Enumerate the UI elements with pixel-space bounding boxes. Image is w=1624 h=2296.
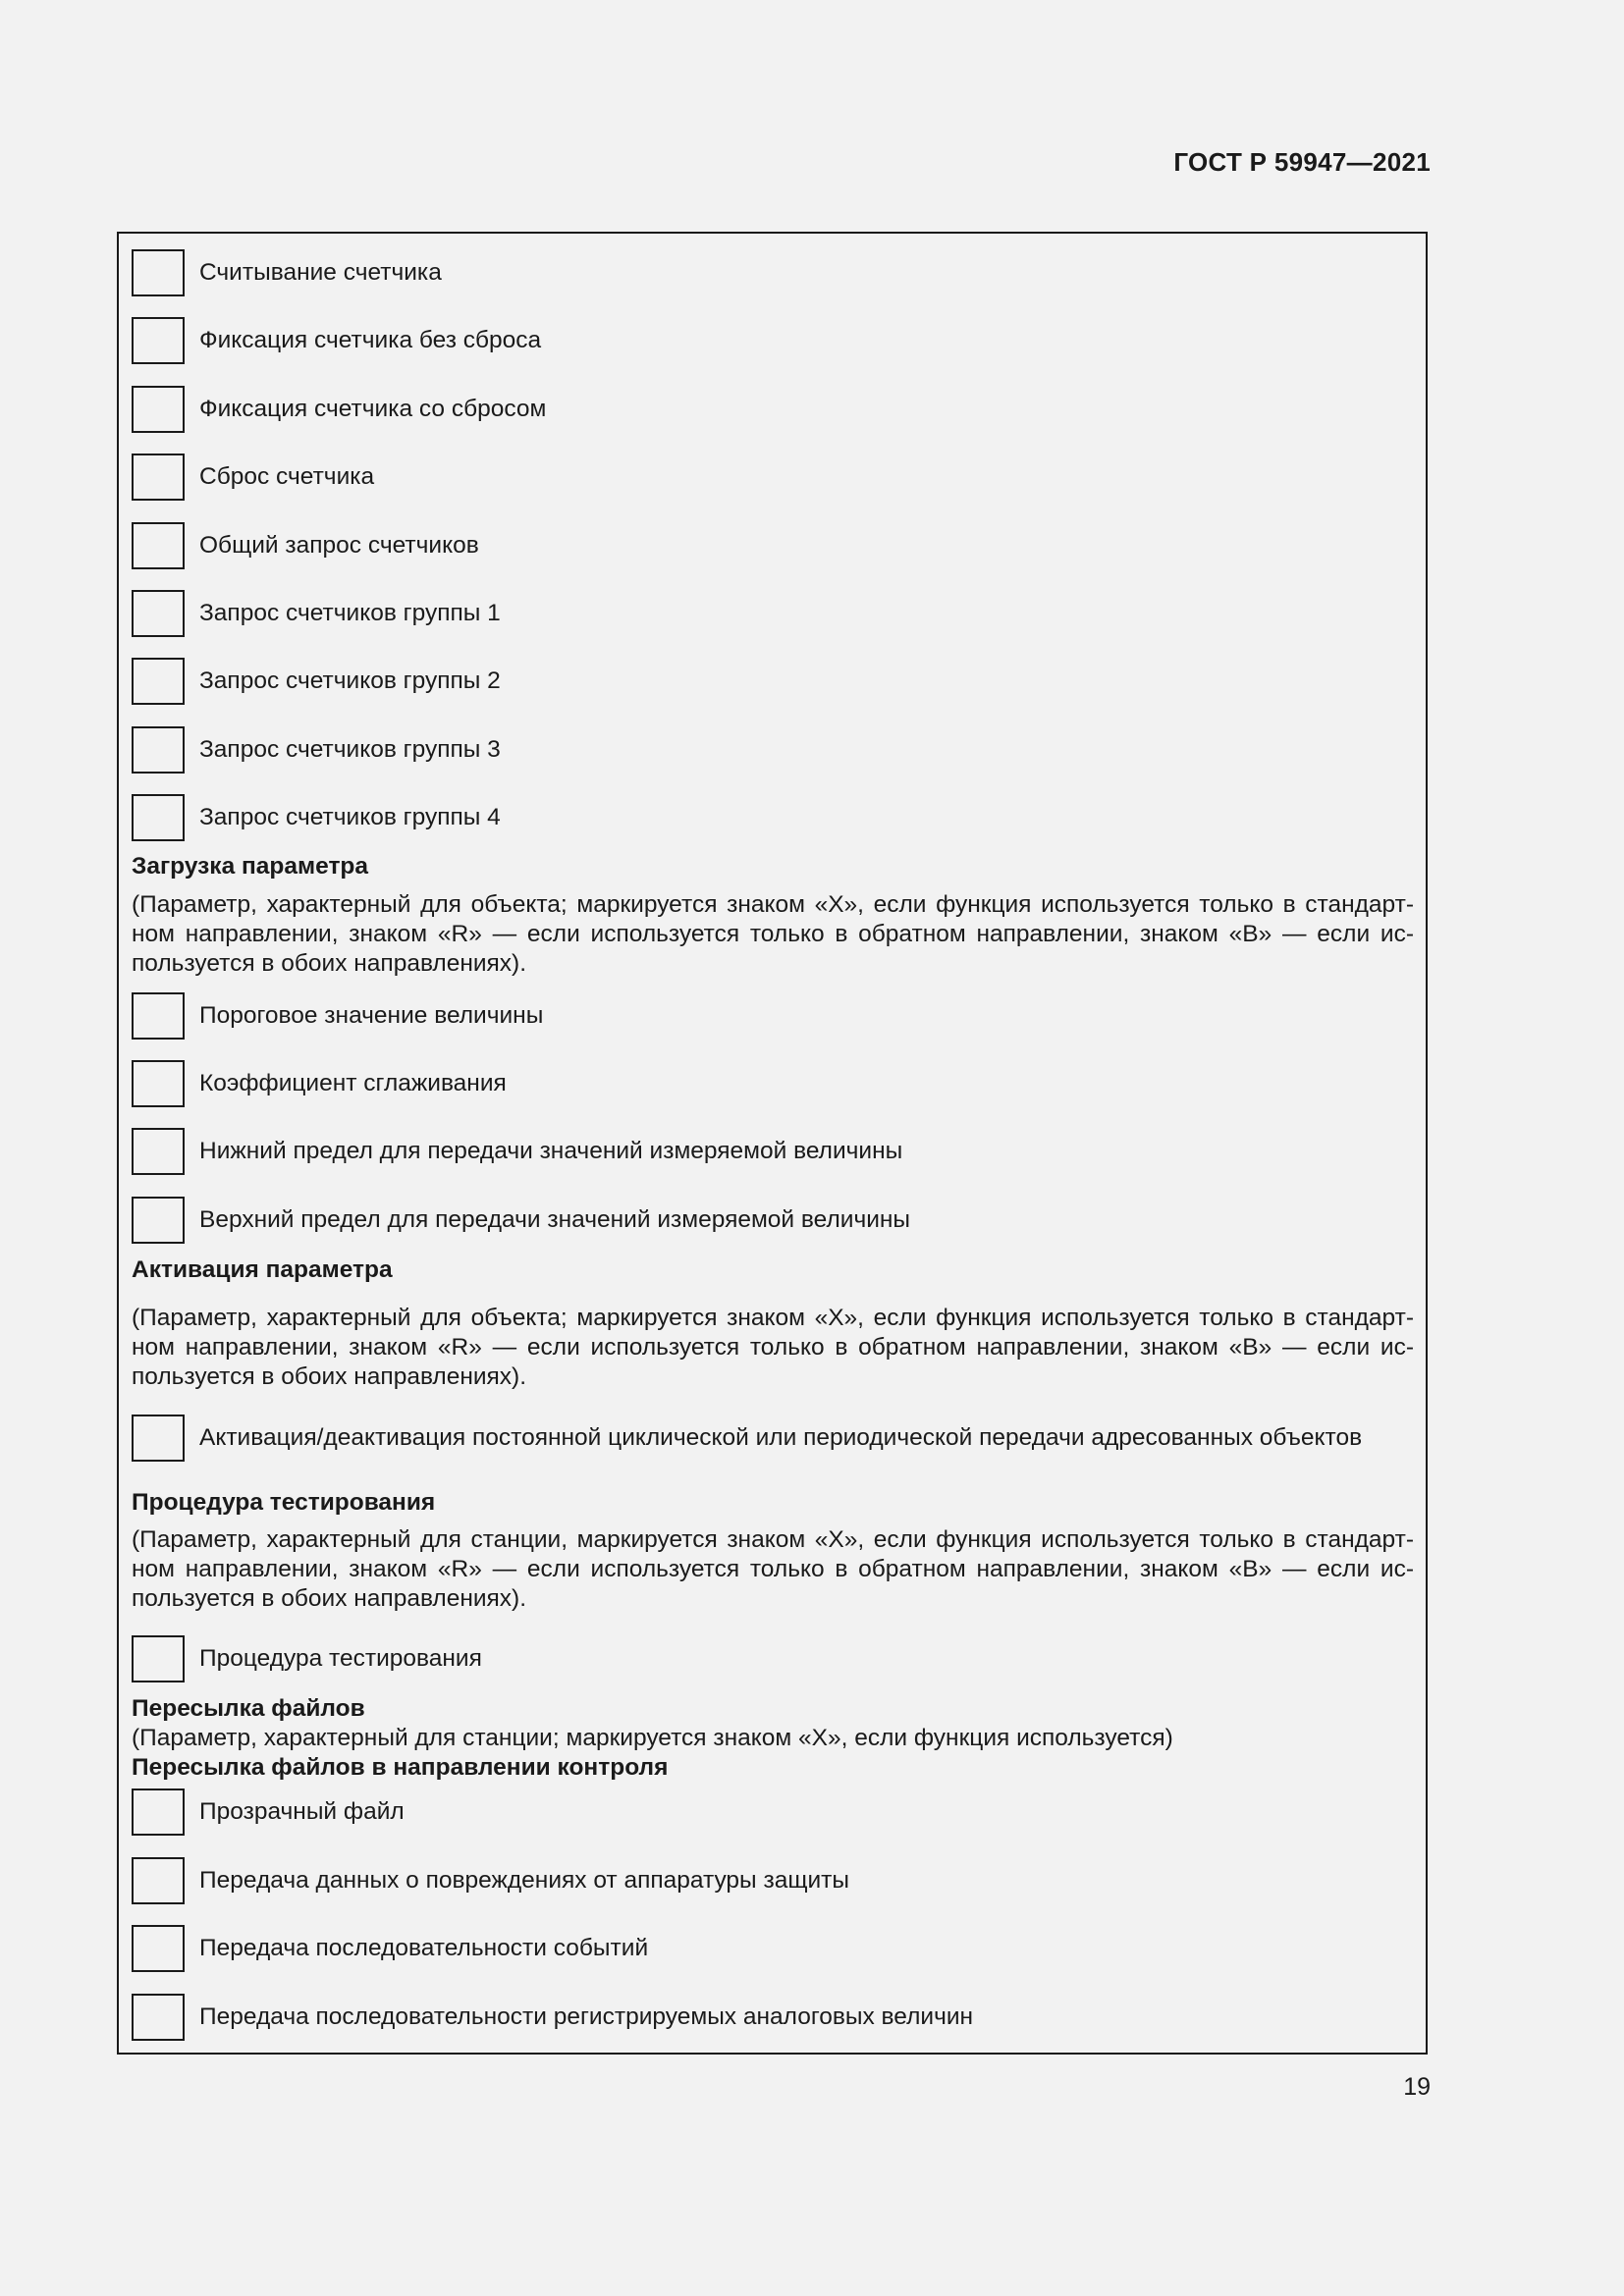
checkbox-counter-group-2[interactable] (132, 658, 185, 705)
checkbox-analog-sequence[interactable] (132, 1994, 185, 2041)
counter-freeze-reset-row (132, 384, 546, 435)
checkbox-label: Фиксация счетчика со сбросом (199, 396, 547, 422)
transparent-file-row (132, 1787, 405, 1838)
param-smoothing-row (132, 1058, 507, 1109)
param-activation-row (132, 1413, 1362, 1464)
checkbox-label: Верхний предел для передачи значений измеряемой величины (199, 1206, 911, 1233)
counter-group-3-row (132, 724, 501, 775)
checkbox-label: Фиксация счетчика без сброса (199, 327, 542, 353)
checkbox-label: Запрос счетчиков группы 3 (199, 736, 501, 763)
checkbox-param-threshold[interactable] (132, 992, 185, 1040)
page-number: 19 (1403, 2073, 1431, 2101)
checkbox-counter-group-4[interactable] (132, 794, 185, 841)
checkbox-label: Пороговое значение величины (199, 1002, 544, 1029)
checkbox-label: Коэффициент сглаживания (199, 1070, 507, 1096)
checkbox-counter-reset[interactable] (132, 454, 185, 501)
counter-group-1-row (132, 588, 501, 639)
checkbox-label: Передача последовательности регистрируемых аналоговых величин (199, 2003, 974, 2030)
checkbox-label: Активация/деактивация постоянной циклической или периодической передачи адресованных объектов (199, 1424, 1363, 1451)
checkbox-label: Запрос счетчиков группы 1 (199, 600, 501, 626)
checkbox-label: Считывание счетчика (199, 259, 442, 286)
event-sequence-row (132, 1923, 648, 1974)
section-subheading-file-transfer-control: Пересылка файлов в направлении контроля (132, 1754, 669, 1781)
section-heading-test-procedure: Процедура тестирования (132, 1489, 436, 1516)
checkbox-label: Запрос счетчиков группы 4 (199, 804, 501, 830)
checkbox-counter-group-1[interactable] (132, 590, 185, 637)
section-description-param-activation: (Параметр, характерный для объекта; маркируется знаком «Х», если функция используется только в стандарт- ном направлении, знаком «R» — если используется только в обратном направлении, знаком «В» — если ис- пользуется в обоих направлениях). (132, 1305, 1414, 1390)
document-number: ГОСТ Р 59947—2021 (1173, 147, 1431, 177)
section-description-test-procedure: (Параметр, характерный для станции, маркируется знаком «Х», если функция используется только в стандарт- ном направлении, знаком «R» — если используется только в обратном направлении, знаком «В» — если ис- пользуется в обоих направлениях). (132, 1526, 1414, 1612)
section-heading-file-transfer: Пересылка файлов (132, 1695, 365, 1722)
section-heading-param-activation: Активация параметра (132, 1256, 393, 1283)
checkbox-counter-group-3[interactable] (132, 726, 185, 774)
checkbox-param-activation[interactable] (132, 1415, 185, 1462)
checkbox-transparent-file[interactable] (132, 1789, 185, 1836)
analog-sequence-row (132, 1992, 973, 2043)
counter-general-request-row (132, 520, 479, 571)
checkbox-counter-freeze-reset[interactable] (132, 386, 185, 433)
counter-group-2-row (132, 656, 501, 707)
counter-read-row (132, 247, 442, 298)
fault-data-row (132, 1855, 849, 1906)
param-upper-limit-row (132, 1195, 910, 1246)
checkbox-param-smoothing[interactable] (132, 1060, 185, 1107)
counter-group-4-row (132, 792, 501, 843)
checkbox-param-lower-limit[interactable] (132, 1128, 185, 1175)
section-heading-param-load: Загрузка параметра (132, 853, 369, 880)
checkbox-fault-data[interactable] (132, 1857, 185, 1904)
section-description-param-load: (Параметр, характерный для объекта; маркируется знаком «Х», если функция используется только в стандарт- ном направлении, знаком «R» — если используется только в обратном направлении, знаком «В» — если ис- пользуется в обоих направлениях). (132, 891, 1414, 977)
checkbox-label: Нижний предел для передачи значений измеряемой величины (199, 1138, 903, 1164)
checkbox-event-sequence[interactable] (132, 1925, 185, 1972)
checkbox-label: Прозрачный файл (199, 1798, 405, 1825)
checkbox-test-procedure[interactable] (132, 1635, 185, 1682)
param-lower-limit-row (132, 1126, 902, 1177)
checkbox-label: Процедура тестирования (199, 1645, 482, 1672)
param-threshold-row (132, 990, 543, 1041)
checkbox-label: Передача данных о повреждениях от аппаратуры защиты (199, 1867, 850, 1894)
checkbox-label: Запрос счетчиков группы 2 (199, 667, 501, 694)
test-procedure-row (132, 1633, 482, 1684)
counter-freeze-no-reset-row (132, 315, 541, 366)
checkbox-counter-read[interactable] (132, 249, 185, 296)
checkbox-label: Сброс счетчика (199, 463, 375, 490)
checkbox-label: Передача последовательности событий (199, 1935, 649, 1961)
checkbox-counter-freeze-no-reset[interactable] (132, 317, 185, 364)
checkbox-param-upper-limit[interactable] (132, 1197, 185, 1244)
section-description-file-transfer: (Параметр, характерный для станции; маркируется знаком «Х», если функция используется) (132, 1725, 1173, 1751)
counter-reset-row (132, 452, 374, 503)
checkbox-counter-general-request[interactable] (132, 522, 185, 569)
checkbox-label: Общий запрос счетчиков (199, 532, 479, 559)
